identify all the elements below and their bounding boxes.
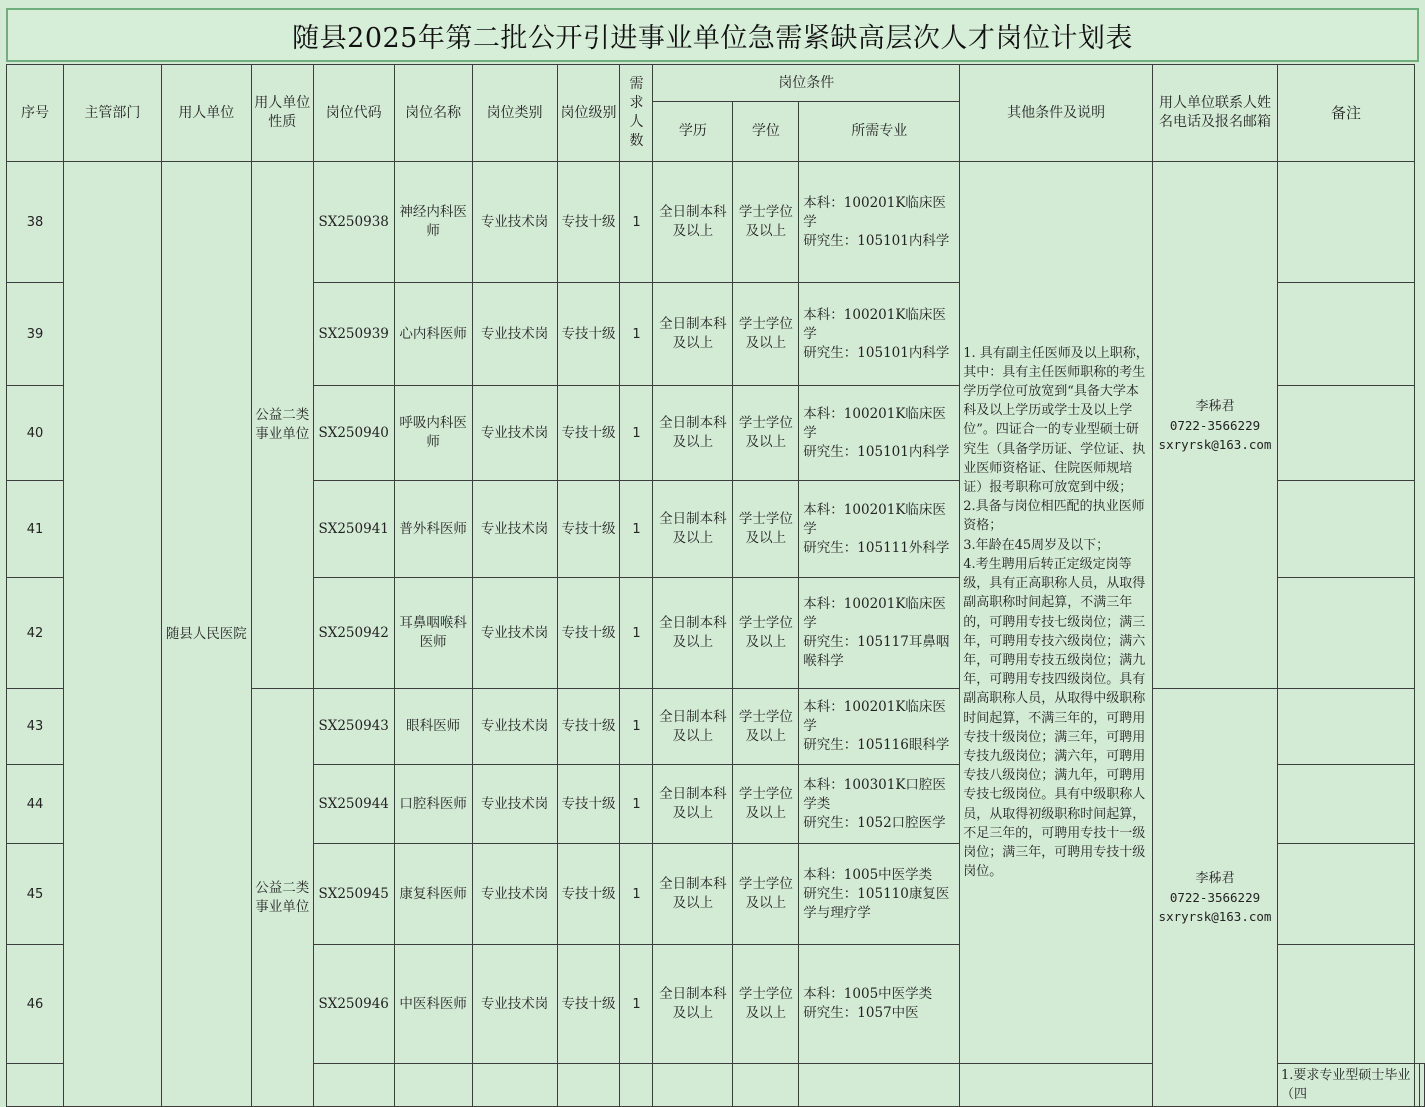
cell-seq: 38 <box>7 162 64 283</box>
cell-degree: 学士学位及以上 <box>733 765 799 844</box>
cell-category: 专业技术岗 <box>472 481 557 578</box>
table-title: 随县2025年第二批公开引进事业单位急需紧缺高层次人才岗位计划表 <box>6 8 1419 62</box>
cell-category: 专业技术岗 <box>472 162 557 283</box>
cell-count: 1 <box>620 283 653 386</box>
cell-remark <box>1420 1064 1425 1107</box>
header-major: 所需专业 <box>799 102 960 162</box>
cell-seq: 46 <box>7 945 64 1064</box>
cell-education: 全日制本科及以上 <box>653 162 733 283</box>
header-remark: 备注 <box>1277 65 1414 162</box>
header-degree: 学位 <box>733 102 799 162</box>
cell-major: 本科：1005中医学类 研究生：1057中医 <box>799 945 960 1064</box>
cell-code: SX250945 <box>313 844 394 945</box>
cell-code <box>394 1064 472 1107</box>
cell-name: 普外科医师 <box>394 481 472 578</box>
contact-phone: 0722-3566229 <box>1169 890 1261 905</box>
cell-degree: 学士学位及以上 <box>733 844 799 945</box>
cell-degree: 学士学位及以上 <box>733 386 799 481</box>
recruitment-table <box>6 64 1425 1107</box>
cell-major: 本科：100301K口腔医学类 研究生：1052口腔医学 <box>799 765 960 844</box>
cell-level: 专技十级 <box>557 945 620 1064</box>
cell-seq: 42 <box>7 578 64 689</box>
cell-contact-1 <box>1153 162 1278 689</box>
cell-major: 本科：100201K临床医学 研究生：105101内科学 <box>799 283 960 386</box>
header-category: 岗位类别 <box>472 65 557 162</box>
cell-name: 耳鼻咽喉科医师 <box>394 578 472 689</box>
cell-name: 中医科医师 <box>394 945 472 1064</box>
cell-count <box>653 1064 733 1107</box>
header-education: 学历 <box>653 102 733 162</box>
cell-remark <box>1277 689 1414 765</box>
cell-category: 专业技术岗 <box>472 386 557 481</box>
cell-degree: 学士学位及以上 <box>733 945 799 1064</box>
cell-education: 全日制本科及以上 <box>653 689 733 765</box>
cell-count: 1 <box>620 844 653 945</box>
header-nature: 用人单位性质 <box>251 65 313 162</box>
cell-category: 专业技术岗 <box>472 689 557 765</box>
cell-seq: 44 <box>7 765 64 844</box>
cell-level: 专技十级 <box>557 689 620 765</box>
cell-level: 专技十级 <box>557 162 620 283</box>
contact-email: sxryrsk@163.com <box>1158 436 1272 452</box>
cell-nature <box>313 1064 394 1107</box>
cell-seq: 43 <box>7 689 64 765</box>
cell-level: 专技十级 <box>557 765 620 844</box>
cell-seq: 39 <box>7 283 64 386</box>
cell-level: 专技十级 <box>557 844 620 945</box>
cell-major <box>960 1064 1153 1107</box>
cell-education: 全日制本科及以上 <box>653 481 733 578</box>
cell-category: 专业技术岗 <box>472 844 557 945</box>
contact-name: 李秭君 <box>1195 871 1235 886</box>
cell-education: 全日制本科及以上 <box>653 578 733 689</box>
cell-level: 专技十级 <box>557 283 620 386</box>
cell-name: 眼科医师 <box>394 689 472 765</box>
contact-name: 李秭君 <box>1195 398 1235 414</box>
cell-category: 专业技术岗 <box>472 945 557 1064</box>
cell-nature-1: 公益二类事业单位 <box>251 162 313 689</box>
cell-name: 呼吸内科医师 <box>394 386 472 481</box>
cell-degree <box>799 1064 960 1107</box>
cell-remark <box>1277 283 1414 386</box>
cell-major: 本科：1005中医学类 研究生：105110康复医学与理疗学 <box>799 844 960 945</box>
cell-remark <box>1277 386 1414 481</box>
cell-count: 1 <box>620 386 653 481</box>
cell-major: 本科：100201K临床医学 研究生：105116眼科学 <box>799 689 960 765</box>
cell-employer: 随县人民医院 <box>161 162 251 1107</box>
cell-code: SX250940 <box>313 386 394 481</box>
cell-remark <box>1277 578 1414 689</box>
cell-category: 专业技术岗 <box>472 283 557 386</box>
cell-code: SX250946 <box>313 945 394 1064</box>
cell-count: 1 <box>620 481 653 578</box>
cell-degree: 学士学位及以上 <box>733 689 799 765</box>
header-conditions: 岗位条件 <box>653 65 960 102</box>
table-row <box>7 162 1425 283</box>
cell-remark <box>1277 765 1414 844</box>
cell-count: 1 <box>620 765 653 844</box>
cell-major: 本科：100201K临床医学 研究生：105101内科学 <box>799 162 960 283</box>
header-other: 其他条件及说明 <box>960 65 1153 162</box>
cell-code: SX250944 <box>313 765 394 844</box>
cell-code: SX250939 <box>313 283 394 386</box>
cell-education: 全日制本科及以上 <box>653 765 733 844</box>
header-level: 岗位级别 <box>557 65 620 162</box>
cell-degree: 学士学位及以上 <box>733 481 799 578</box>
cell-count: 1 <box>620 945 653 1064</box>
cell-education: 全日制本科及以上 <box>653 283 733 386</box>
cell-name: 康复科医师 <box>394 844 472 945</box>
cell-remark <box>1277 481 1414 578</box>
cell-level: 专技十级 <box>557 481 620 578</box>
cell-code: SX250942 <box>313 578 394 689</box>
cell-count: 1 <box>620 578 653 689</box>
cell-remark <box>1277 162 1414 283</box>
cell-other-conditions: 1. 具有副主任医师及以上职称，其中：具有主任医师职称的考生学历学位可放宽到“具备大学本科及以上学历或学士及以上学位”。四证合一的专业型硕士研究生（具备学历证、学位证、执业医师资格证、住院医师规培证）报考职称可放宽到中级； 2.具备与岗位相匹配的执业医师资格； 3.年龄在45周岁及以下； 4.考生聘用后转正定级定岗等级，具有正高职称人员，从取得副高职称时间起算，不满三年的，可聘用专技七级岗位；满三年，可聘用专技六级岗位；满六年，可聘用专技五级岗位；满九年，可聘用专技四级岗位。具有副高职称人员，从取得中级职称时间起算，不满三年的，可聘用专技十级岗位；满三年，可聘用专技九级岗位；满六年，可聘用专技八级岗位；满九年，可聘用专技七级岗位。具有中级职称人员，从取得初级职称时间起算，不足三年的，可聘用专技十一级岗位；满三年，可聘用专技十级岗位。 <box>960 162 1153 1064</box>
cell-count: 1 <box>620 162 653 283</box>
cell-level: 专技十级 <box>557 578 620 689</box>
cell-name <box>472 1064 557 1107</box>
cell-education: 全日制本科及以上 <box>653 945 733 1064</box>
cell-seq <box>7 1064 64 1107</box>
cell-seq: 45 <box>7 844 64 945</box>
cell-other-conditions-next: 1.要求专业型硕士毕业（四 <box>1277 1064 1414 1107</box>
cell-major: 本科：100201K临床医学 研究生：105101内科学 <box>799 386 960 481</box>
cell-category: 专业技术岗 <box>472 578 557 689</box>
cell-code: SX250943 <box>313 689 394 765</box>
cell-category <box>557 1064 620 1107</box>
cell-seq: 41 <box>7 481 64 578</box>
header-code: 岗位代码 <box>313 65 394 162</box>
header-count: 需求人数 <box>620 65 653 162</box>
header-employer: 用人单位 <box>161 65 251 162</box>
cell-dept <box>63 162 161 1107</box>
cell-name: 口腔科医师 <box>394 765 472 844</box>
cell-education: 全日制本科及以上 <box>653 386 733 481</box>
contact-phone: 0722-3566229 <box>1169 417 1261 433</box>
cell-name: 神经内科医师 <box>394 162 472 283</box>
cell-code: SX250941 <box>313 481 394 578</box>
cell-degree: 学士学位及以上 <box>733 162 799 283</box>
cell-code: SX250938 <box>313 162 394 283</box>
cell-level: 专技十级 <box>557 386 620 481</box>
cell-education <box>733 1064 799 1107</box>
cell-contact-2 <box>1153 689 1278 1107</box>
cell-level <box>620 1064 653 1107</box>
cell-major: 本科：100201K临床医学 研究生：105117耳鼻咽喉科学 <box>799 578 960 689</box>
cell-major: 本科：100201K临床医学 研究生：105111外科学 <box>799 481 960 578</box>
cell-education: 全日制本科及以上 <box>653 844 733 945</box>
header-name: 岗位名称 <box>394 65 472 162</box>
header-dept: 主管部门 <box>63 65 161 162</box>
cell-degree: 学士学位及以上 <box>733 283 799 386</box>
header-seq: 序号 <box>7 65 64 162</box>
header-contact: 用人单位联系人姓名电话及报名邮箱 <box>1153 65 1278 162</box>
cell-nature-2: 公益二类事业单位 <box>251 689 313 1107</box>
cell-remark <box>1277 844 1414 945</box>
cell-seq: 40 <box>7 386 64 481</box>
cell-category: 专业技术岗 <box>472 765 557 844</box>
cell-degree: 学士学位及以上 <box>733 578 799 689</box>
cell-name: 心内科医师 <box>394 283 472 386</box>
cell-count: 1 <box>620 689 653 765</box>
contact-email: sxryrsk@163.com <box>1158 909 1272 924</box>
cell-remark <box>1277 945 1414 1064</box>
